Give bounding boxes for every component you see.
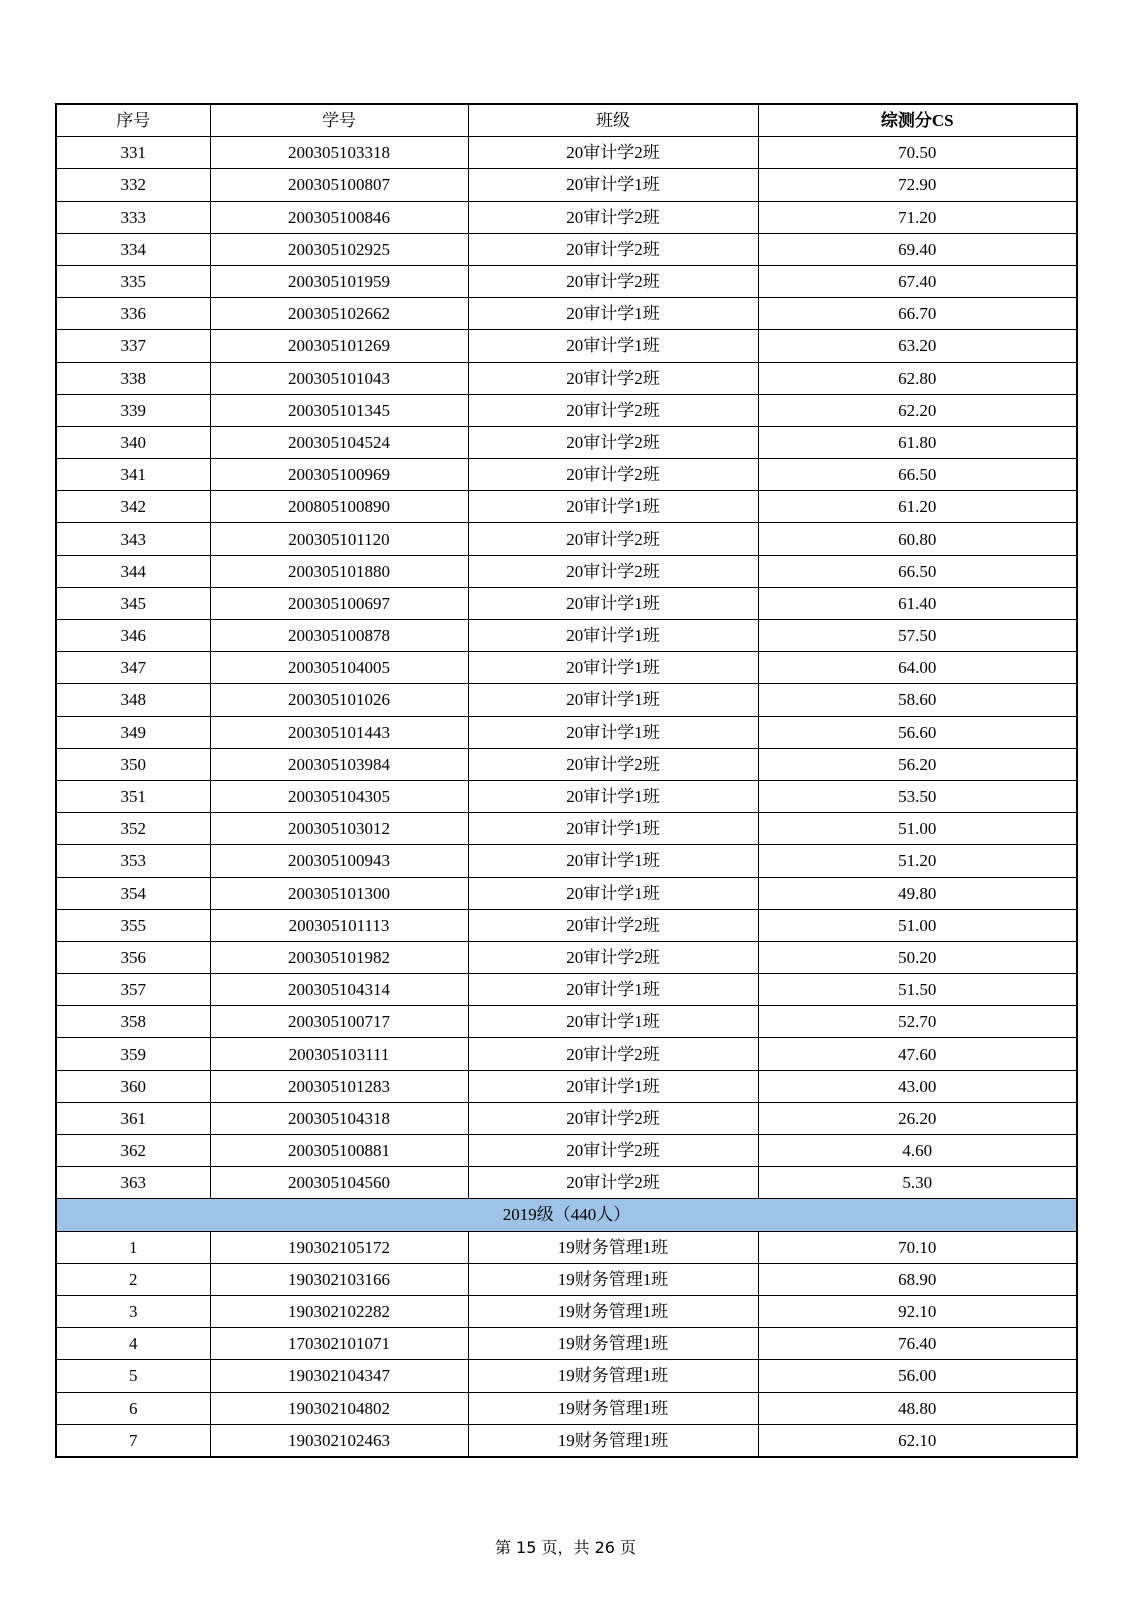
cell-student-id: 190302103166 bbox=[210, 1263, 468, 1295]
cell-class: 20审计学2班 bbox=[468, 362, 758, 394]
table-row bbox=[56, 587, 1077, 619]
cell-class: 19财务管理1班 bbox=[468, 1424, 758, 1457]
cell-score: 71.20 bbox=[758, 201, 1077, 233]
cell-score: 66.50 bbox=[758, 459, 1077, 491]
cell-index: 355 bbox=[56, 909, 210, 941]
table-row bbox=[56, 137, 1077, 169]
cell-index: 333 bbox=[56, 201, 210, 233]
cell-student-id: 200305104524 bbox=[210, 426, 468, 458]
cell-student-id: 200805100890 bbox=[210, 491, 468, 523]
header-score: 综测分CS bbox=[758, 104, 1077, 137]
cell-student-id: 190302104802 bbox=[210, 1392, 468, 1424]
table-body-2019 bbox=[56, 1231, 1077, 1457]
cell-student-id: 200305103984 bbox=[210, 748, 468, 780]
cell-index: 5 bbox=[56, 1360, 210, 1392]
cell-score: 43.00 bbox=[758, 1070, 1077, 1102]
table-row bbox=[56, 620, 1077, 652]
cell-student-id: 200305100717 bbox=[210, 1006, 468, 1038]
cell-index: 337 bbox=[56, 330, 210, 362]
table-row bbox=[56, 1392, 1077, 1424]
cell-score: 68.90 bbox=[758, 1263, 1077, 1295]
cell-score: 57.50 bbox=[758, 620, 1077, 652]
cell-student-id: 200305101269 bbox=[210, 330, 468, 362]
cell-score: 60.80 bbox=[758, 523, 1077, 555]
cell-class: 20审计学2班 bbox=[468, 459, 758, 491]
cell-class: 20审计学2班 bbox=[468, 555, 758, 587]
table-row bbox=[56, 1167, 1077, 1199]
cell-index: 357 bbox=[56, 974, 210, 1006]
cell-student-id: 200305101982 bbox=[210, 941, 468, 973]
cell-student-id: 200305104560 bbox=[210, 1167, 468, 1199]
cell-class: 20审计学1班 bbox=[468, 491, 758, 523]
cell-student-id: 200305104318 bbox=[210, 1102, 468, 1134]
cell-score: 56.60 bbox=[758, 716, 1077, 748]
table-row bbox=[56, 1360, 1077, 1392]
cell-index: 343 bbox=[56, 523, 210, 555]
cell-index: 348 bbox=[56, 684, 210, 716]
cell-student-id: 200305101113 bbox=[210, 909, 468, 941]
header-class: 班级 bbox=[468, 104, 758, 137]
cell-class: 19财务管理1班 bbox=[468, 1295, 758, 1327]
cell-student-id: 200305102925 bbox=[210, 233, 468, 265]
table-row bbox=[56, 555, 1077, 587]
cell-index: 1 bbox=[56, 1231, 210, 1263]
cell-index: 361 bbox=[56, 1102, 210, 1134]
table-row bbox=[56, 748, 1077, 780]
cell-index: 352 bbox=[56, 813, 210, 845]
page-footer: 第 15 页，共 26 页 bbox=[494, 1538, 637, 1557]
table-row bbox=[56, 459, 1077, 491]
cell-score: 62.20 bbox=[758, 394, 1077, 426]
cell-class: 20审计学2班 bbox=[468, 137, 758, 169]
table-row bbox=[56, 974, 1077, 1006]
cell-student-id: 200305101443 bbox=[210, 716, 468, 748]
cell-index: 354 bbox=[56, 877, 210, 909]
cell-score: 92.10 bbox=[758, 1295, 1077, 1327]
cell-class: 20审计学1班 bbox=[468, 330, 758, 362]
cell-class: 20审计学1班 bbox=[468, 1006, 758, 1038]
cell-student-id: 200305104305 bbox=[210, 780, 468, 812]
cell-student-id: 200305103318 bbox=[210, 137, 468, 169]
cell-student-id: 200305104314 bbox=[210, 974, 468, 1006]
header-row bbox=[56, 104, 1077, 137]
table-row bbox=[56, 298, 1077, 330]
cell-index: 347 bbox=[56, 652, 210, 684]
cell-index: 353 bbox=[56, 845, 210, 877]
cell-index: 356 bbox=[56, 941, 210, 973]
cell-score: 47.60 bbox=[758, 1038, 1077, 1070]
cell-index: 362 bbox=[56, 1135, 210, 1167]
cell-score: 64.00 bbox=[758, 652, 1077, 684]
cell-score: 62.10 bbox=[758, 1424, 1077, 1457]
table-row bbox=[56, 716, 1077, 748]
table-row bbox=[56, 684, 1077, 716]
table-row bbox=[56, 394, 1077, 426]
cell-index: 338 bbox=[56, 362, 210, 394]
table-row bbox=[56, 780, 1077, 812]
cell-class: 20审计学1班 bbox=[468, 1070, 758, 1102]
cell-index: 7 bbox=[56, 1424, 210, 1457]
cell-index: 331 bbox=[56, 137, 210, 169]
cell-index: 332 bbox=[56, 169, 210, 201]
cell-student-id: 200305101300 bbox=[210, 877, 468, 909]
cell-score: 70.50 bbox=[758, 137, 1077, 169]
table-row bbox=[56, 1231, 1077, 1263]
cell-class: 20审计学2班 bbox=[468, 748, 758, 780]
cell-score: 61.80 bbox=[758, 426, 1077, 458]
cell-index: 349 bbox=[56, 716, 210, 748]
cell-student-id: 200305101120 bbox=[210, 523, 468, 555]
table-row bbox=[56, 523, 1077, 555]
cell-student-id: 170302101071 bbox=[210, 1328, 468, 1360]
cell-index: 344 bbox=[56, 555, 210, 587]
cell-index: 3 bbox=[56, 1295, 210, 1327]
cell-student-id: 200305104005 bbox=[210, 652, 468, 684]
cell-score: 51.20 bbox=[758, 845, 1077, 877]
cell-index: 334 bbox=[56, 233, 210, 265]
cell-score: 61.40 bbox=[758, 587, 1077, 619]
cell-class: 20审计学1班 bbox=[468, 620, 758, 652]
cell-student-id: 200305100943 bbox=[210, 845, 468, 877]
cell-class: 20审计学2班 bbox=[468, 201, 758, 233]
cell-class: 20审计学1班 bbox=[468, 716, 758, 748]
cell-score: 48.80 bbox=[758, 1392, 1077, 1424]
cell-score: 63.20 bbox=[758, 330, 1077, 362]
cell-score: 56.20 bbox=[758, 748, 1077, 780]
cell-index: 339 bbox=[56, 394, 210, 426]
cell-index: 340 bbox=[56, 426, 210, 458]
cell-score: 51.50 bbox=[758, 974, 1077, 1006]
cell-score: 56.00 bbox=[758, 1360, 1077, 1392]
table-row bbox=[56, 909, 1077, 941]
cell-index: 360 bbox=[56, 1070, 210, 1102]
cell-score: 72.90 bbox=[758, 169, 1077, 201]
cell-student-id: 200305101043 bbox=[210, 362, 468, 394]
table-row bbox=[56, 941, 1077, 973]
section-label: 2019级（440人） bbox=[56, 1199, 1077, 1231]
cell-class: 20审计学1班 bbox=[468, 684, 758, 716]
cell-score: 58.60 bbox=[758, 684, 1077, 716]
cell-student-id: 190302102282 bbox=[210, 1295, 468, 1327]
cell-student-id: 200305103111 bbox=[210, 1038, 468, 1070]
cell-class: 20审计学1班 bbox=[468, 298, 758, 330]
section-row bbox=[56, 1199, 1077, 1231]
table-row bbox=[56, 491, 1077, 523]
cell-class: 20审计学2班 bbox=[468, 1135, 758, 1167]
table-row bbox=[56, 426, 1077, 458]
table-row bbox=[56, 1295, 1077, 1327]
cell-class: 20审计学2班 bbox=[468, 1102, 758, 1134]
cell-student-id: 200305100846 bbox=[210, 201, 468, 233]
cell-score: 51.00 bbox=[758, 909, 1077, 941]
table-row bbox=[56, 1263, 1077, 1295]
cell-class: 19财务管理1班 bbox=[468, 1328, 758, 1360]
table-row bbox=[56, 233, 1077, 265]
cell-student-id: 200305101345 bbox=[210, 394, 468, 426]
cell-index: 351 bbox=[56, 780, 210, 812]
table-row bbox=[56, 362, 1077, 394]
header-index: 序号 bbox=[56, 104, 210, 137]
cell-student-id: 190302105172 bbox=[210, 1231, 468, 1263]
cell-class: 20审计学2班 bbox=[468, 523, 758, 555]
cell-student-id: 200305101283 bbox=[210, 1070, 468, 1102]
cell-student-id: 200305101959 bbox=[210, 265, 468, 297]
cell-class: 20审计学2班 bbox=[468, 1038, 758, 1070]
table-row bbox=[56, 1006, 1077, 1038]
cell-student-id: 200305101880 bbox=[210, 555, 468, 587]
cell-class: 20审计学2班 bbox=[468, 233, 758, 265]
cell-index: 346 bbox=[56, 620, 210, 652]
cell-student-id: 200305103012 bbox=[210, 813, 468, 845]
cell-student-id: 200305101026 bbox=[210, 684, 468, 716]
cell-score: 51.00 bbox=[758, 813, 1077, 845]
cell-index: 345 bbox=[56, 587, 210, 619]
cell-index: 336 bbox=[56, 298, 210, 330]
cell-class: 20审计学1班 bbox=[468, 877, 758, 909]
table-row bbox=[56, 1102, 1077, 1134]
table-row bbox=[56, 330, 1077, 362]
cell-class: 20审计学2班 bbox=[468, 941, 758, 973]
cell-index: 2 bbox=[56, 1263, 210, 1295]
cell-index: 358 bbox=[56, 1006, 210, 1038]
table-row bbox=[56, 1070, 1077, 1102]
cell-class: 20审计学1班 bbox=[468, 974, 758, 1006]
cell-score: 5.30 bbox=[758, 1167, 1077, 1199]
cell-score: 50.20 bbox=[758, 941, 1077, 973]
cell-class: 20审计学2班 bbox=[468, 909, 758, 941]
cell-class: 20审计学1班 bbox=[468, 587, 758, 619]
table-row bbox=[56, 877, 1077, 909]
cell-index: 4 bbox=[56, 1328, 210, 1360]
cell-class: 19财务管理1班 bbox=[468, 1392, 758, 1424]
table-row bbox=[56, 845, 1077, 877]
cell-score: 66.70 bbox=[758, 298, 1077, 330]
cell-index: 363 bbox=[56, 1167, 210, 1199]
table-row bbox=[56, 1135, 1077, 1167]
header-student-id: 学号 bbox=[210, 104, 468, 137]
cell-score: 76.40 bbox=[758, 1328, 1077, 1360]
cell-student-id: 200305100969 bbox=[210, 459, 468, 491]
cell-class: 20审计学1班 bbox=[468, 813, 758, 845]
cell-student-id: 200305100697 bbox=[210, 587, 468, 619]
cell-index: 359 bbox=[56, 1038, 210, 1070]
table-row bbox=[56, 169, 1077, 201]
cell-index: 350 bbox=[56, 748, 210, 780]
cell-index: 342 bbox=[56, 491, 210, 523]
table-row bbox=[56, 1038, 1077, 1070]
cell-class: 19财务管理1班 bbox=[468, 1231, 758, 1263]
cell-student-id: 190302104347 bbox=[210, 1360, 468, 1392]
table-row bbox=[56, 813, 1077, 845]
cell-index: 335 bbox=[56, 265, 210, 297]
cell-score: 61.20 bbox=[758, 491, 1077, 523]
cell-score: 67.40 bbox=[758, 265, 1077, 297]
cell-class: 19财务管理1班 bbox=[468, 1263, 758, 1295]
cell-class: 20审计学1班 bbox=[468, 780, 758, 812]
cell-student-id: 200305100881 bbox=[210, 1135, 468, 1167]
cell-index: 341 bbox=[56, 459, 210, 491]
table-row bbox=[56, 1328, 1077, 1360]
table-row bbox=[56, 265, 1077, 297]
cell-class: 20审计学2班 bbox=[468, 394, 758, 426]
cell-class: 20审计学2班 bbox=[468, 426, 758, 458]
cell-class: 19财务管理1班 bbox=[468, 1360, 758, 1392]
cell-score: 70.10 bbox=[758, 1231, 1077, 1263]
cell-student-id: 200305100878 bbox=[210, 620, 468, 652]
cell-student-id: 200305100807 bbox=[210, 169, 468, 201]
cell-class: 20审计学1班 bbox=[468, 845, 758, 877]
cell-score: 66.50 bbox=[758, 555, 1077, 587]
table-row bbox=[56, 652, 1077, 684]
cell-student-id: 190302102463 bbox=[210, 1424, 468, 1457]
table-row bbox=[56, 201, 1077, 233]
cell-score: 69.40 bbox=[758, 233, 1077, 265]
cell-class: 20审计学1班 bbox=[468, 169, 758, 201]
cell-class: 20审计学1班 bbox=[468, 652, 758, 684]
cell-class: 20审计学2班 bbox=[468, 1167, 758, 1199]
table-row bbox=[56, 1424, 1077, 1457]
cell-score: 52.70 bbox=[758, 1006, 1077, 1038]
table-body-2020 bbox=[56, 137, 1077, 1199]
cell-score: 49.80 bbox=[758, 877, 1077, 909]
score-table bbox=[55, 103, 1078, 1458]
cell-class: 20审计学2班 bbox=[468, 265, 758, 297]
cell-student-id: 200305102662 bbox=[210, 298, 468, 330]
cell-index: 6 bbox=[56, 1392, 210, 1424]
cell-score: 26.20 bbox=[758, 1102, 1077, 1134]
cell-score: 4.60 bbox=[758, 1135, 1077, 1167]
cell-score: 53.50 bbox=[758, 780, 1077, 812]
cell-score: 62.80 bbox=[758, 362, 1077, 394]
